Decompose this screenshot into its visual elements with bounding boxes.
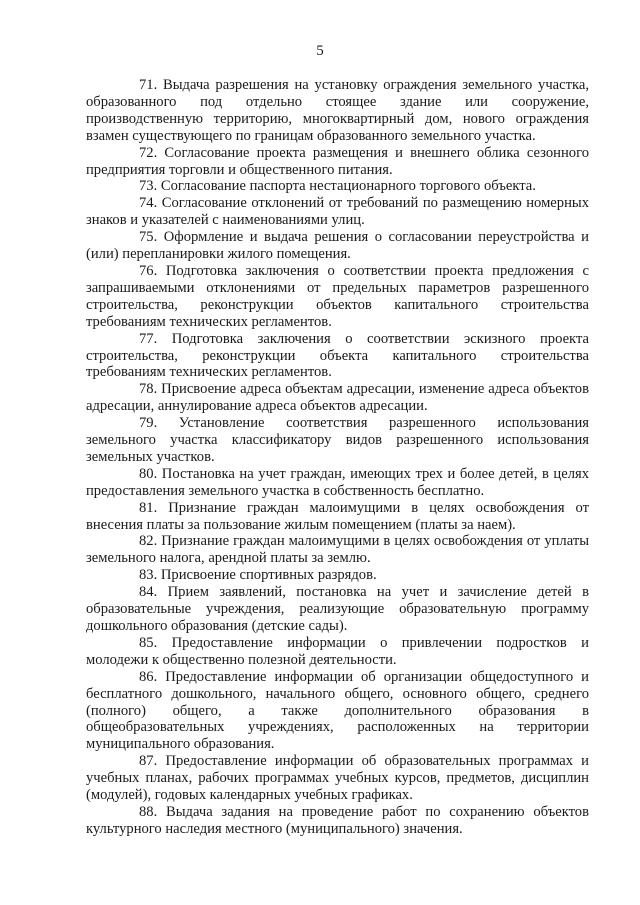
list-item: 74. Согласование отклонений от требований по размещению номерных знаков и указателей с наименованиями улиц.: [86, 195, 589, 229]
list-item: 87. Предоставление информации об образовательных программах и учебных планах, рабочих программах учебных курсов, предметов, дисциплин (модулей), годовых календарных учебных графиках.: [86, 753, 589, 804]
page-number: 5: [316, 43, 324, 59]
service-list: [86, 77, 589, 838]
list-item: 83. Присвоение спортивных разрядов.: [139, 567, 377, 584]
list-item: 86. Предоставление информации об организации общедоступного и бесплатного дошкольного, начального общего, основного общего, среднего (полного) общего, а также дополнительного образования в общеобразовательных учреждениях, расположенных на территории муниципального образования.: [86, 668, 589, 753]
list-item: 75. Оформление и выдача решения о согласовании переустройства и (или) перепланировки жилого помещения.: [86, 229, 589, 263]
list-item: 78. Присвоение адреса объектам адресации, изменение адреса объектов адресации, аннулирование адреса объектов адресации.: [86, 381, 589, 415]
list-item: 79. Установление соответствия разрешенного использования земельного участка классификатору видов разрешенного использования земельных участков.: [86, 415, 589, 465]
list-item: 72. Согласование проекта размещения и внешнего облика сезонного предприятия торговли и общественного питания.: [86, 144, 589, 178]
list-item: 71. Выдача разрешения на установку ограждения земельного участка, образованного под отдельно стоящее здание или сооружение, производственную территорию, многоквартирный дом, нового ограждения взамен существующего по границам образованного земельного участка.: [86, 77, 589, 144]
list-item: 85. Предоставление информации о привлечении подростков и молодежи к общественно полезной деятельности.: [86, 634, 589, 668]
list-item: 77. Подготовка заключения о соответствии эскизного проекта строительства, реконструкции объекта капитального строительства требованиям технических регламентов.: [86, 330, 589, 381]
list-item: 82. Признание граждан малоимущими в целях освобождения от уплаты земельного налога, арендной платы за землю.: [86, 533, 589, 567]
list-item: 84. Прием заявлений, постановка на учет и зачисление детей в образовательные учреждения, реализующие образовательную программу дошкольного образования (детские сады).: [86, 584, 589, 634]
list-item: 76. Подготовка заключения о соответствии проекта предложения с запрашиваемыми отклонениями от предельных параметров разрешенного строительства, реконструкции объектов капитального строительства требованиям технических регламентов.: [86, 262, 589, 330]
list-item: 88. Выдача задания на проведение работ по сохранению объектов культурного наследия местного (муниципального) значения.: [86, 803, 589, 837]
list-item: 73. Согласование паспорта нестационарного торгового объекта.: [139, 178, 536, 195]
list-item: 80. Постановка на учет граждан, имеющих трех и более детей, в целях предоставления земельного участка в собственность бесплатно.: [86, 465, 589, 499]
list-item: 81. Признание граждан малоимущими в целях освобождения от внесения платы за пользование жилым помещением (платы за наем).: [86, 499, 589, 533]
